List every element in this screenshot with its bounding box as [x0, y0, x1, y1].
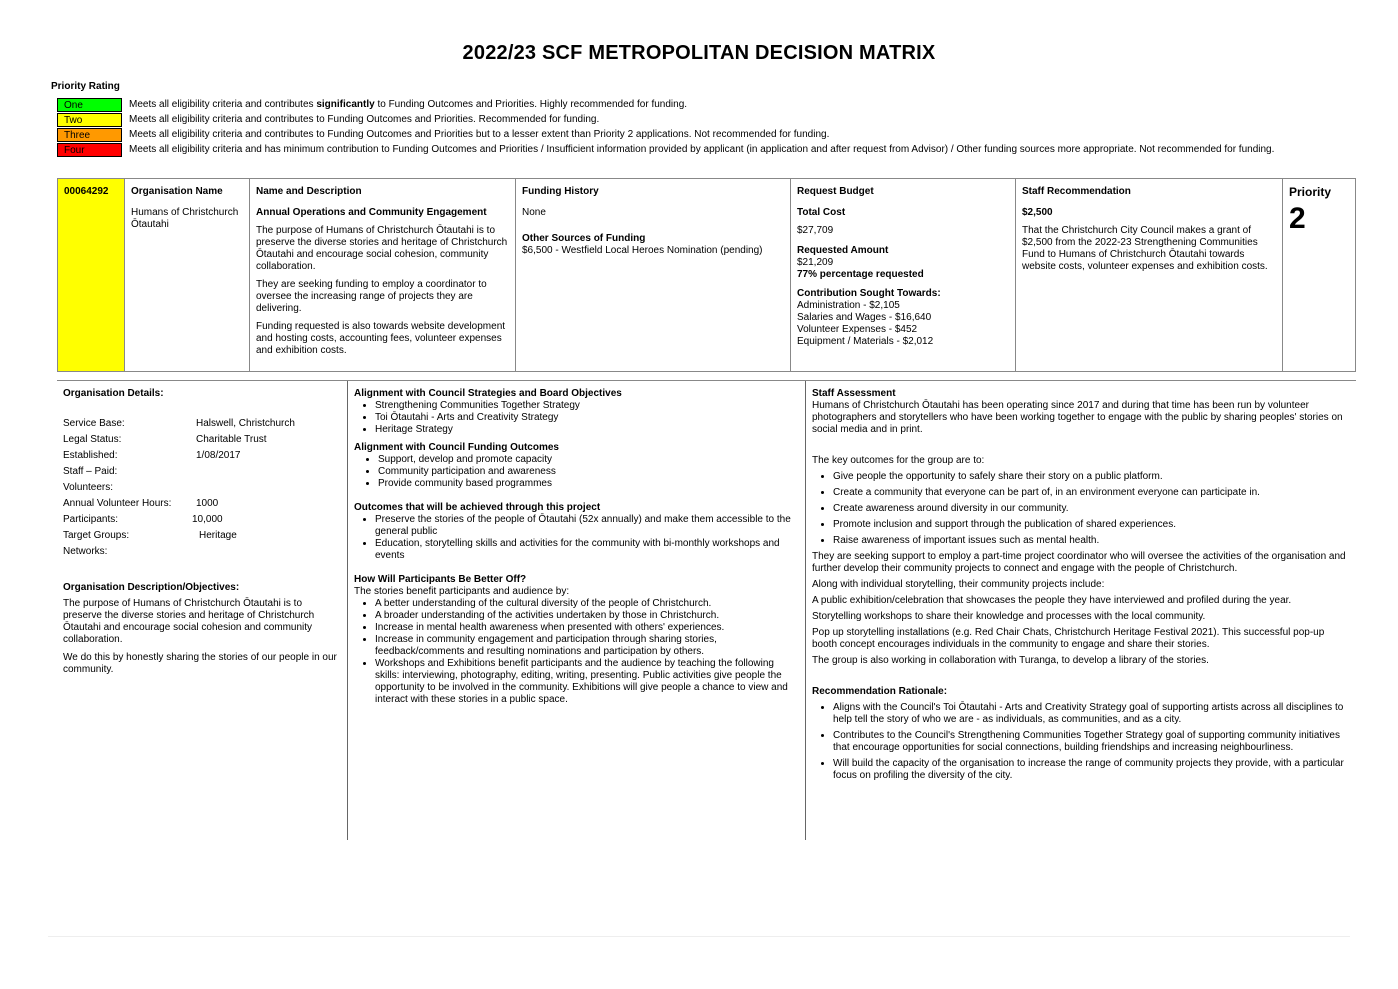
- list-item: • Create a community that everyone can be part of, in an environment everyone can participate in.: [833, 487, 1350, 499]
- better-off-list: [354, 598, 799, 706]
- priority-row-two: [57, 112, 1274, 127]
- contribution-item: Administration - $2,105: [797, 300, 900, 311]
- priority-text-one-post: to Funding Outcomes and Priorities. Highly recommended for funding.: [374, 99, 688, 110]
- key-outcomes-intro: The key outcomes for the group are to:: [812, 455, 985, 466]
- outcomes-achieved-list: [354, 514, 799, 562]
- list-item: • Community participation and awareness: [378, 466, 799, 478]
- priority-text-two: Meets all eligibility criteria and contributes to Funding Outcomes and Priorities. Recommended for funding.: [129, 114, 600, 125]
- funding-history-heading: Funding History: [522, 186, 599, 197]
- percentage-requested: 77% percentage requested: [797, 269, 924, 280]
- list-item: • A broader understanding of the activities undertaken by those in Christchurch.: [375, 610, 799, 622]
- contribution-item: Salaries and Wages - $16,640: [797, 312, 932, 323]
- priority-text-one-bold: significantly: [316, 99, 375, 110]
- page-title: 2022/23 SCF METROPOLITAN DECISION MATRIX: [462, 42, 936, 64]
- strategies-list: [354, 400, 799, 436]
- detail-row: [63, 544, 341, 560]
- organisation-description-1: The purpose of Humans of Christchurch Ōtautahi is to preserve the diverse stories and heritage of Christchurch Ōtautahi and encourage social cohesion and community collaboration.: [63, 598, 315, 645]
- detail-label: Staff – Paid:: [63, 466, 118, 477]
- detail-value: 1/08/2017: [196, 450, 241, 461]
- detail-row: [63, 512, 341, 528]
- funding-history-column: [516, 179, 791, 371]
- staff-recommendation-column: [1016, 179, 1283, 371]
- organisation-description-heading: Organisation Description/Objectives:: [63, 582, 240, 593]
- detail-label: Networks:: [63, 546, 108, 557]
- detail-value: 10,000: [192, 514, 223, 525]
- key-outcomes-list: [812, 471, 1350, 547]
- detail-label: Target Groups:: [63, 530, 130, 541]
- list-item: • Aligns with the Council's Toi Ōtautahi - Arts and Creativity Strategy goal of supporting artists across all disciplines to help tell the story of who we are - as individuals, as communities, and as a city.: [833, 702, 1350, 726]
- staff-recommendation-text: That the Christchurch City Council makes a grant of $2,500 from the 2022-23 Strengthening Communities Fund to Humans of Christchurch Ōtautahi towards website costs, volunteer expenses and exhibition costs.: [1022, 225, 1268, 272]
- priority-row-one: [57, 97, 1274, 112]
- priority-column: [1283, 179, 1355, 371]
- priority-swatch-two: Two: [57, 113, 122, 127]
- detail-row: [63, 496, 341, 512]
- name-description-heading: Name and Description: [256, 186, 362, 197]
- detail-value: 1000: [196, 498, 219, 509]
- assessment-paragraph: The group is also working in collaboration with Turanga, to develop a library of the stories.: [812, 655, 1209, 666]
- contribution-item: Equipment / Materials - $2,012: [797, 336, 934, 347]
- organisation-name-heading: Organisation Name: [131, 186, 223, 197]
- assessment-paragraph: They are seeking support to employ a part-time project coordinator who will oversee the activities of the organisation and further develop their community projects to connect and engage with the people of Christchurch.: [812, 551, 1346, 574]
- project-title: Annual Operations and Community Engagement: [256, 207, 487, 218]
- priority-text-one-pre: Meets all eligibility criteria and contributes: [129, 99, 317, 110]
- list-item: • Raise awareness of important issues such as mental health.: [833, 535, 1350, 547]
- organisation-name-column: [125, 179, 250, 371]
- priority-rating-legend: [57, 97, 1274, 157]
- staff-recommendation-amount: $2,500: [1022, 207, 1053, 218]
- total-cost-label: Total Cost: [797, 207, 846, 218]
- detail-label: Legal Status:: [63, 434, 122, 445]
- name-description-column: [250, 179, 516, 371]
- funding-outcomes-list: [354, 454, 799, 490]
- total-cost-value: $27,709: [797, 225, 834, 236]
- rationale-heading: Recommendation Rationale:: [812, 686, 948, 697]
- detail-value: Halswell, Christchurch: [196, 418, 295, 429]
- organisation-details-column: [57, 381, 348, 840]
- project-description-2: They are seeking funding to employ a coordinator to oversee the increasing range of projects they are delivering.: [256, 279, 487, 314]
- list-item: • Education, storytelling skills and activities for the community with bi-monthly workshops and events: [375, 538, 799, 562]
- list-item: • Heritage Strategy: [375, 424, 799, 436]
- staff-recommendation-heading: Staff Recommendation: [1022, 186, 1131, 197]
- priority-text-four: Meets all eligibility criteria and has minimum contribution to Funding Outcomes and Priorities / Insufficient information provided by applicant (in application and after request from Advisor) / Other funding sources more appropriate. Not recommended for funding.: [129, 144, 1275, 155]
- detail-row: [63, 416, 341, 432]
- list-item: • Increase in mental health awareness when presented with others' experiences.: [375, 622, 799, 634]
- assessment-paragraph: Along with individual storytelling, their community projects include:: [812, 579, 1105, 590]
- request-budget-column: [791, 179, 1016, 371]
- list-item: • Promote inclusion and support through the publication of shared experiences.: [833, 519, 1350, 531]
- detail-value: Charitable Trust: [196, 434, 267, 445]
- detail-row: [63, 432, 341, 448]
- detail-row: [63, 528, 341, 544]
- funding-outcomes-heading: Alignment with Council Funding Outcomes: [354, 442, 559, 453]
- list-item: • Increase in community engagement and participation through sharing stories, feedback/comments and resulting nominations and participation by others.: [375, 634, 799, 658]
- detail-row: [63, 448, 341, 464]
- funding-history-value: None: [522, 207, 546, 218]
- list-item: • Contributes to the Council's Strengthening Communities Together Strategy goal of supporting community initiatives that encourage opportunities for social connections, building friendships and increasing neighbourliness.: [833, 730, 1350, 754]
- outcomes-achieved-heading: Outcomes that will be achieved through this project: [354, 502, 601, 513]
- list-item: • Preserve the stories of the people of Ōtautahi (52x annually) and make them accessible to the general public: [375, 514, 799, 538]
- list-item: • Support, develop and promote capacity: [378, 454, 799, 466]
- requested-amount-label: Requested Amount: [797, 245, 889, 256]
- organisation-details-heading: Organisation Details:: [63, 388, 164, 399]
- list-item: • A better understanding of the cultural diversity of the people of Christchurch.: [375, 598, 799, 610]
- other-sources-value: $6,500 - Westfield Local Heroes Nomination (pending): [522, 245, 763, 256]
- detail-label: Service Base:: [63, 418, 125, 429]
- better-off-heading: How Will Participants Be Better Off?: [354, 574, 527, 585]
- requested-amount-value: $21,209: [797, 257, 834, 268]
- priority-row-four: [57, 142, 1274, 157]
- list-item: • Provide community based programmes: [378, 478, 799, 490]
- project-description-1: The purpose of Humans of Christchurch Ōtautahi is to preserve the diverse stories and heritage of Christchurch Ōtautahi and encourage social cohesion, community collaboration.: [256, 225, 508, 272]
- priority-swatch-one: One: [57, 98, 122, 112]
- detail-label: Volunteers:: [63, 482, 114, 493]
- page-bottom-rule: [48, 936, 1350, 937]
- list-item: • Workshops and Exhibitions benefit participants and the audience by teaching the following skills: interviewing, photography, editing, writing, presenting. Public activities give people the opportunity to be involved in the community. Exhibitions will give people a chance to view and interact with these stories in a public space.: [375, 658, 799, 706]
- application-summary-table: [57, 178, 1356, 372]
- rationale-list: [812, 702, 1350, 782]
- detail-value: Heritage: [199, 530, 237, 541]
- alignment-column: [348, 381, 806, 840]
- assessment-paragraph: Pop up storytelling installations (e.g. Red Chair Chats, Christchurch Heritage Festival 2021). This successful pop-up booth concept encourages individuals in the community to engage and share their stories.: [812, 627, 1325, 650]
- details-section: [57, 381, 1356, 840]
- list-item: • Strengthening Communities Together Strategy: [375, 400, 799, 412]
- assessment-paragraph: Storytelling workshops to share their knowledge and processes with the local community.: [812, 611, 1206, 622]
- staff-assessment-heading: Staff Assessment: [812, 388, 896, 399]
- staff-assessment-column: [806, 381, 1356, 840]
- list-item: • Create awareness around diversity in our community.: [833, 503, 1350, 515]
- priority-text-three: Meets all eligibility criteria and contributes to Funding Outcomes and Priorities but to a lesser extent than Priority 2 applications. Not recommended for funding.: [129, 129, 830, 140]
- request-budget-heading: Request Budget: [797, 186, 874, 197]
- assessment-paragraph: A public exhibition/celebration that showcases the people they have interviewed and profiled during the year.: [812, 595, 1292, 606]
- project-description-3: Funding requested is also towards website development and hosting costs, accounting fees, volunteer expenses and exhibition costs.: [256, 321, 506, 356]
- priority-rating-heading: Priority Rating: [51, 81, 120, 92]
- detail-label: Participants:: [63, 514, 119, 525]
- list-item: • Toi Ōtautahi - Arts and Creativity Strategy: [375, 412, 799, 424]
- staff-assessment-intro: Humans of Christchurch Ōtautahi has been operating since 2017 and during that time has been run by volunteer photographers and storytellers who have been working together to engage with the public by sharing peoples' stories on social media and in print.: [812, 400, 1343, 435]
- organisation-description-2: We do this by honestly sharing the stories of our people in our community.: [63, 652, 337, 675]
- priority-swatch-three: Three: [57, 128, 122, 142]
- list-item: • Will build the capacity of the organisation to increase the range of community projects they provide, with a particular focus on profiling the diversity of the city.: [833, 758, 1350, 782]
- list-item: • Give people the opportunity to safely share their story on a public platform.: [833, 471, 1350, 483]
- strategies-heading: Alignment with Council Strategies and Board Objectives: [354, 388, 622, 399]
- detail-label: Annual Volunteer Hours:: [63, 498, 172, 509]
- organisation-name: Humans of Christchurch Ōtautahi: [131, 207, 239, 230]
- priority-text-one: [129, 99, 687, 110]
- contribution-heading: Contribution Sought Towards:: [797, 288, 941, 299]
- application-id: 00064292: [58, 179, 125, 371]
- detail-row: [63, 464, 341, 480]
- better-off-intro: The stories benefit participants and audience by:: [354, 586, 570, 597]
- priority-value: 2: [1289, 202, 1306, 235]
- detail-row: [63, 480, 341, 496]
- contribution-item: Volunteer Expenses - $452: [797, 324, 918, 335]
- detail-label: Established:: [63, 450, 118, 461]
- other-sources-heading: Other Sources of Funding: [522, 233, 646, 244]
- priority-heading: Priority: [1289, 185, 1332, 199]
- priority-row-three: [57, 127, 1274, 142]
- priority-swatch-four: Four: [57, 143, 122, 157]
